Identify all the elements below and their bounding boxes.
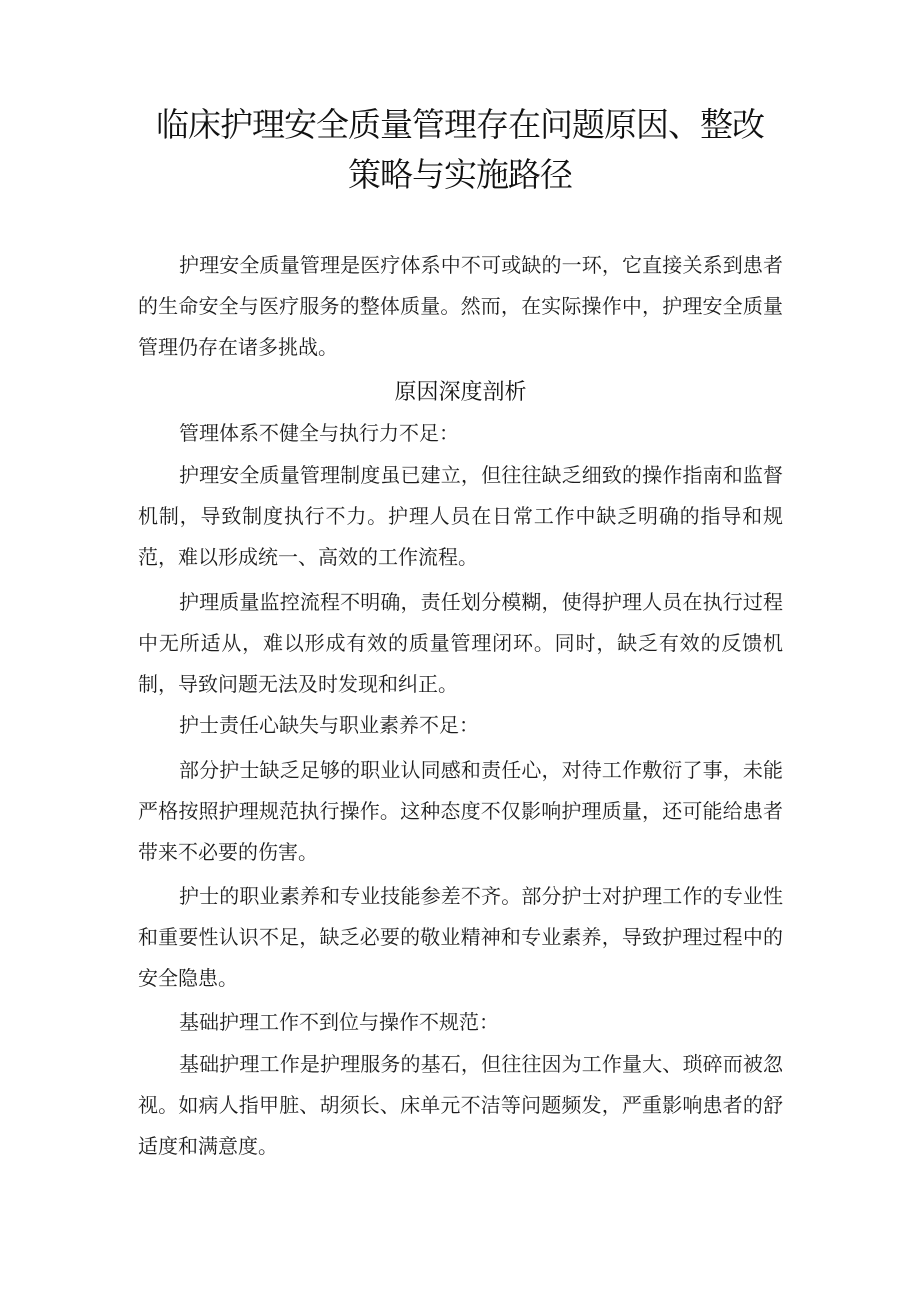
title-line-2: 策略与实施路径 [348, 155, 572, 194]
intro-paragraph: 护理安全质量管理是医疗体系中不可或缺的一环，它直接关系到患者的生命安全与医疗服务的整体质量。然而，在实际操作中，护理安全质量管理仍存在诸多挑战。 [138, 253, 783, 359]
paragraph-nurse-responsibility-detail-2: 护士的职业素养和专业技能参差不齐。部分护士对护理工作的专业性和重要性认识不足，缺乏必要的敬业精神和专业素养，导致护理过程中的安全隐患。 [138, 884, 783, 990]
paragraph-nurse-responsibility-detail-1: 部分护士缺乏足够的职业认同感和责任心，对待工作敷衍了事，未能严格按照护理规范执行操作。这种态度不仅影响护理质量，还可能给患者带来不必要的伤害。 [138, 758, 783, 864]
title-line-1: 临床护理安全质量管理存在问题原因、整改 [156, 105, 764, 144]
paragraph-nurse-responsibility-heading: 护士责任心缺失与职业素养不足： [179, 713, 479, 737]
paragraph-management-system-detail-1: 护理安全质量管理制度虽已建立，但往往缺乏细致的操作指南和监督机制，导致制度执行不力。护理人员在日常工作中缺乏明确的指导和规范，难以形成统一、高效的工作流程。 [138, 463, 783, 569]
section-heading: 原因深度剖析 [394, 380, 527, 405]
document-title [120, 100, 800, 200]
paragraph-management-system-heading: 管理体系不健全与执行力不足： [179, 421, 459, 445]
paragraph-basic-care-heading: 基础护理工作不到位与操作不规范： [179, 1010, 499, 1034]
paragraph-management-system-detail-2: 护理质量监控流程不明确，责任划分模糊，使得护理人员在执行过程中无所适从，难以形成有效的质量管理闭环。同时，缺乏有效的反馈机制，导致问题无法及时发现和纠正。 [138, 590, 783, 696]
paragraph-basic-care-detail: 基础护理工作是护理服务的基石，但往往因为工作量大、琐碎而被忽视。如病人指甲脏、胡须长、床单元不洁等问题频发，严重影响患者的舒适度和满意度。 [138, 1052, 783, 1158]
